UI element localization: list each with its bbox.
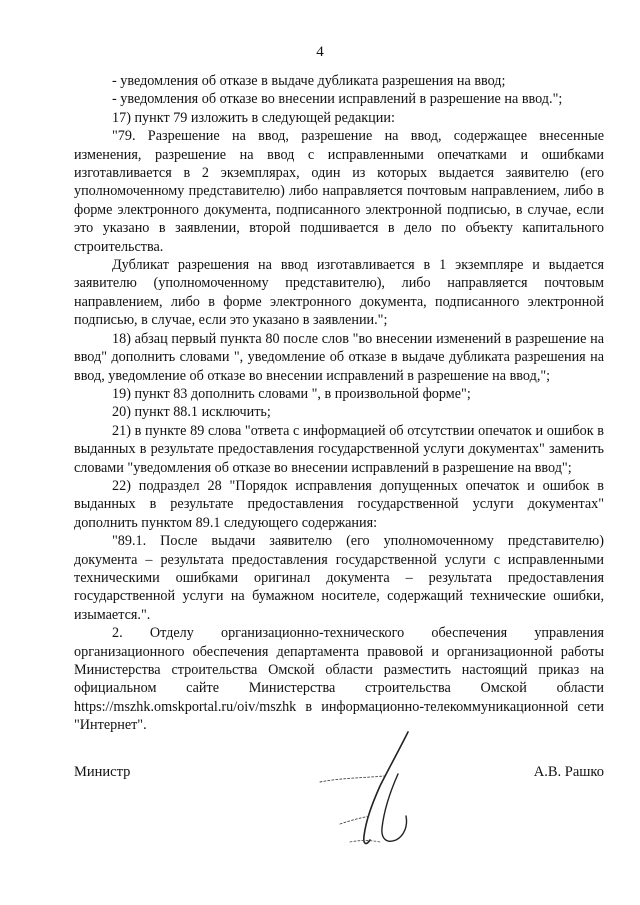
signer-position: Министр: [74, 764, 131, 780]
signer-name: А.В. Рашко: [533, 764, 604, 780]
paragraph: 17) пункт 79 изложить в следующей редакции:: [112, 109, 395, 126]
paragraph: Дубликат разрешения на ввод изготавливается в 1 экземпляре и выдается заявителю (уполномоченному представителю), либо направляется почтовым направлением, либо в форме электронного документа, подписанного электронной подписью, в случае, если это указано в заявлении.";: [74, 257, 604, 329]
paragraph: 2. Отделу организационно-технического обеспечения управления организационного обеспечения департамента правовой и организационной работы Министерства строительства Омской области разместить настоящий приказ на официальном сайте Министерства строительства Омской области https://mszhk.omskportal.ru/oiv/mszhk в информационно-телекоммуникационной сети "Интернет".: [74, 625, 604, 734]
paragraph: - уведомления об отказе в выдаче дубликата разрешения на ввод;: [112, 73, 506, 89]
paragraph: "79. Разрешение на ввод, разрешение на ввод, содержащее внесенные изменения, разрешение на ввод с исправленными опечатками и ошибками изготавливается в 2 экземплярах, один из которых выдается заявителю (его уполномоченному представителю) либо направляется почтовым направлением, либо в форме электронного документа, подписанного электронной подписью, в случае, если это указано в заявлении, второй подшивается в дело по объекту капитального строительства.: [74, 128, 604, 255]
paragraph: 21) в пункте 89 слова "ответа с информацией об отсутствии опечаток и ошибок в выданных в результате предоставления государственной услуги документах" заменить словами "уведомления об отказе во внесении исправлений в разрешение на ввод";: [74, 422, 604, 476]
page-number: 4: [316, 44, 324, 60]
document-body: [74, 72, 604, 735]
paragraph: - уведомления об отказе во внесении исправлений в разрешение на ввод.";: [112, 91, 563, 108]
paragraph: 19) пункт 83 дополнить словами ", в произвольной форме";: [112, 385, 471, 402]
paragraph: "89.1. После выдачи заявителю (его уполномоченному представителю) документа – результата предоставления государственной услуги с исправленными техническими ошибками оригинал документа – результата предоставления государственной услуги на бумажном носителе, содержащий технические ошибки, изымается.".: [74, 533, 604, 623]
paragraph: 20) пункт 88.1 исключить;: [112, 404, 271, 421]
paragraph: 18) абзац первый пункта 80 после слов "во внесении изменений в разрешение на ввод" дополнить словами ", уведомление об отказе в выдаче дубликата разрешения на ввод, уведомление об отказе во внесении исправлений в разрешение на ввод,";: [74, 330, 604, 384]
signature-icon: [280, 712, 460, 862]
handwritten-signature: [280, 712, 460, 862]
paragraph: 22) подраздел 28 "Порядок исправления допущенных опечаток и ошибок в выданных в результате предоставления государственной услуги документах" дополнить пунктом 89.1 следующего содержания:: [74, 477, 604, 531]
